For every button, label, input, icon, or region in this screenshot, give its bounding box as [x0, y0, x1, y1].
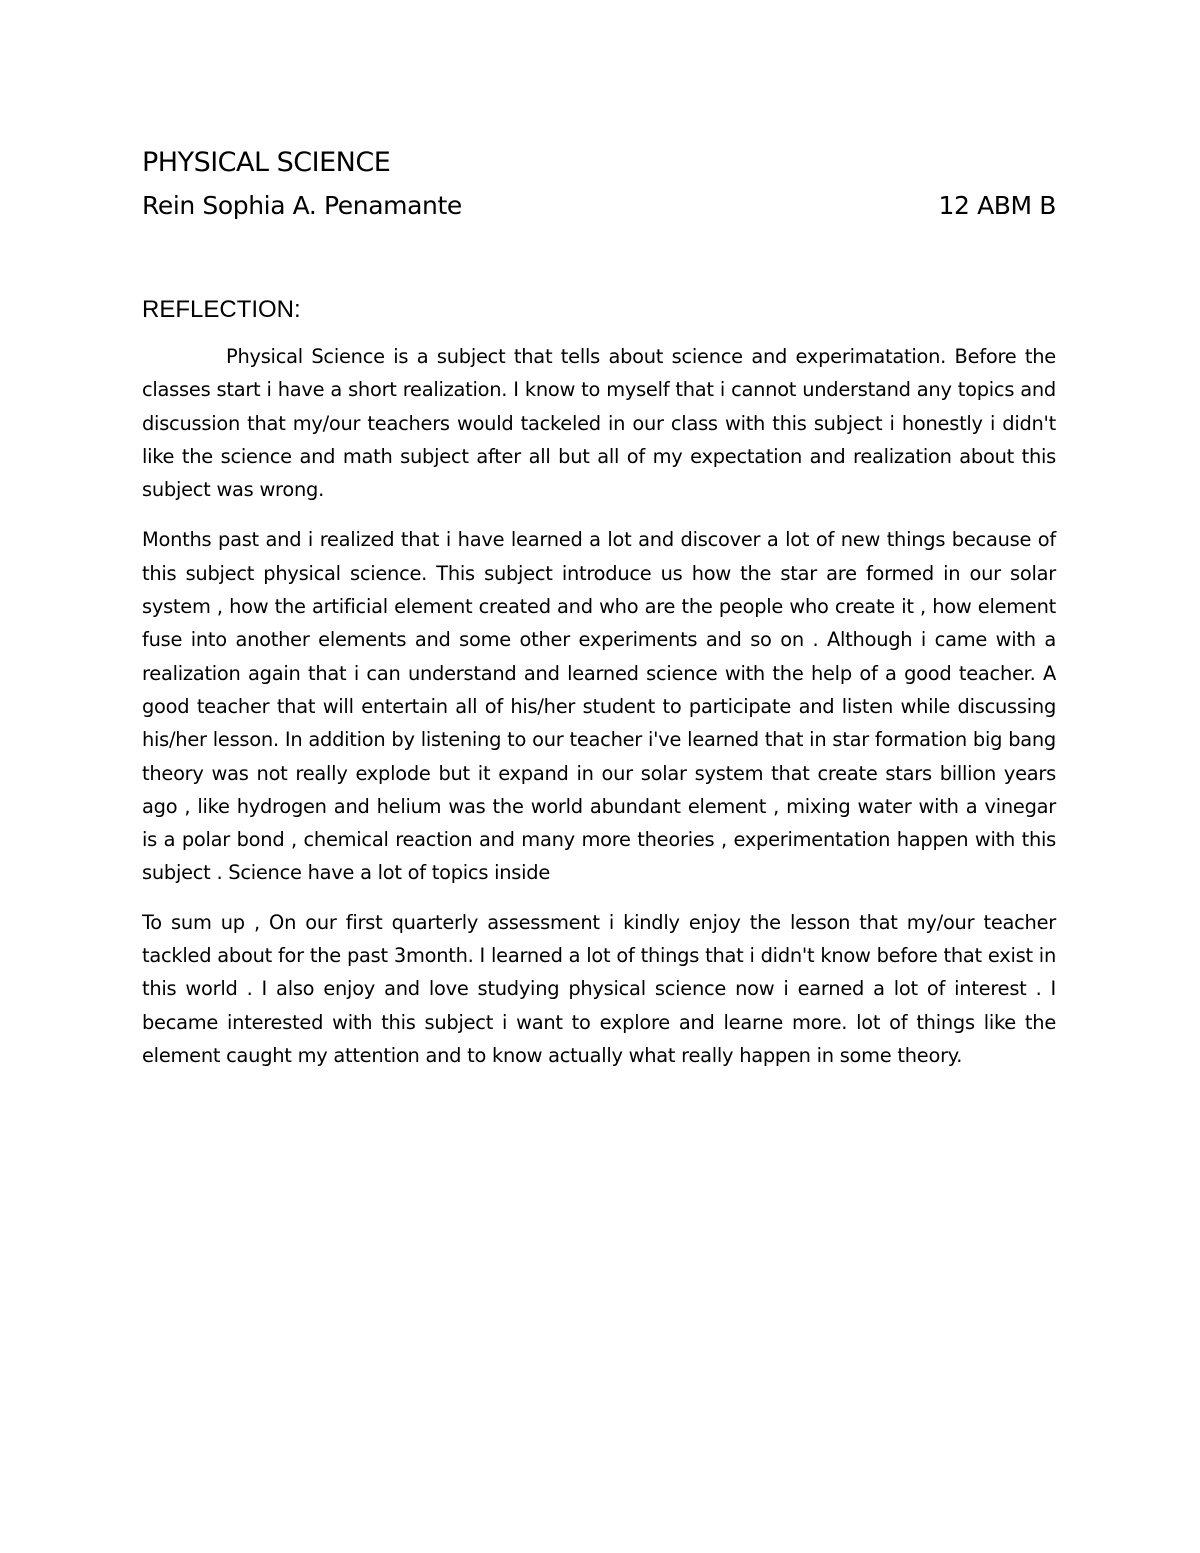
paragraph-1: Physical Science is a subject that tells about science and experimatation. Before the classes start i have a short realization. I know to myself that i cannot understand any topics and discussion that my/our teachers would tackeled in our class with this subject i honestly i didn't like the science and math subject after all but all of my expectation and realization about this subject was wrong. [142, 345, 1056, 502]
author-name: Rein Sophia A. Penamante [142, 191, 462, 220]
document-title: PHYSICAL SCIENCE [142, 147, 391, 178]
class-section: 12 ABM B [938, 191, 1056, 220]
author-row [142, 186, 1056, 226]
paragraph-2: Months past and i realized that i have learned a lot and discover a lot of new things because of this subject physical science. This subject introduce us how the star are formed in our solar system , how the artificial element created and who are the people who create it , how element fuse into another elements and some other experiments and so on . Although i came with a realization again that i can understand and learned science with the help of a good teacher. A good teacher that will entertain all of his/her student to participate and listen while discussing his/her lesson. In addition by listening to our teacher i've learned that in star formation big bang theory was not really explode but it expand in our solar system that create stars billion years ago , like hydrogen and helium was the world abundant element , mixing water with a vinegar is a polar bond , chemical reaction and many more theories , experimentation happen with this subject . Science have a lot of topics inside [142, 528, 1056, 885]
paragraph-3: To sum up , On our first quarterly assessment i kindly enjoy the lesson that my/our teacher tackled about for the past 3month. I learned a lot of things that i didn't know before that exist in this world . I also enjoy and love studying physical science now i earned a lot of interest . I became interested with this subject i want to explore and learne more. lot of things like the element caught my attention and to know actually what really happen in some theory. [142, 910, 1056, 1067]
document-content [142, 140, 1056, 1072]
reflection-heading: REFLECTION: [142, 296, 301, 323]
